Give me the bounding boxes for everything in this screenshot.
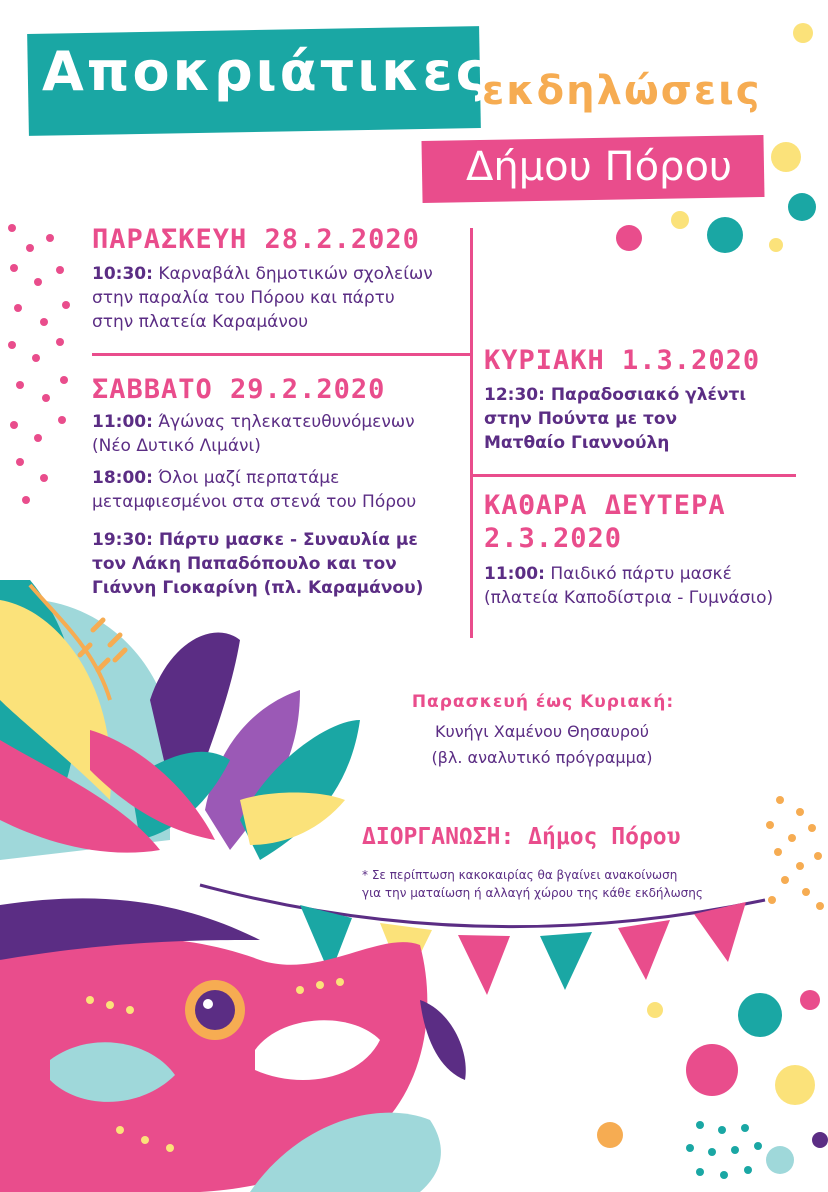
saturday-event-3-line-3: Γιάννη Γιοκαρίνη (πλ. Καραμάνου) [92,578,424,598]
friday-event-1-line-3: στην πλατεία Καραμάνου [92,312,309,332]
weather-note-line-2: για την ματαίωση ή αλλαγή χώρου της κάθε εκδήλωσης [362,886,703,900]
confetti-dots-bottom-right [686,1121,762,1179]
sunday-event-1-line-2: στην Πούντα με τον [484,409,678,429]
divider-vertical [470,228,473,638]
monday-title-line-1: ΚΑΘΑΡΑ ΔΕΥΤΕΡΑ [484,490,726,521]
saturday-event-2-line-2: μεταμφιεσμένοι στα στενά του Πόρου [92,492,417,512]
divider-horizontal-right [472,474,796,477]
municipality-title: Δήμου Πόρου [466,144,733,190]
saturday-event-1-line-2: (Νέο Δυτικό Λιμάνι) [92,436,261,456]
monday-title-line-2: 2.3.2020 [484,523,623,554]
friday-title: ΠΑΡΑΣΚΕΥΗ 28.2.2020 [92,224,420,255]
saturday-event-2 [92,466,416,514]
confetti-blobs-bottom-right [597,990,828,1174]
saturday-event-3-line-1: 19:30: Πάρτυ μασκε - Συναυλία με [92,530,418,550]
saturday-event-3 [92,528,423,600]
treasure-hunt-line-1: Κυνήγι Χαμένου Θησαυρού [434,722,650,741]
treasure-hunt-title: Παρασκευή έως Κυριακή: [411,692,675,712]
saturday-event-2-line-1: Όλοι μαζί περπατάμε [152,468,340,488]
treasure-hunt-line-2: (βλ. αναλυτικό πρόγραμμα) [431,748,653,767]
title-main: Αποκριάτικες [42,40,491,103]
title-sub: εκδηλώσεις [482,68,762,114]
friday-event-1 [92,262,433,334]
saturday-event-3-line-2: τον Λάκη Παπαδόπουλο και τον [92,554,397,574]
monday-event-1 [484,562,773,610]
monday-event-1-line-1: Παιδικό πάρτυ μασκέ [544,564,732,584]
sunday-event-1-line-1: 12:30: Παραδοσιακό γλέντι [484,385,747,405]
sunday-event-1-line-3: Ματθαίο Γιαννούλη [484,433,670,453]
sunday-title: ΚΥΡΙΑΚΗ 1.3.2020 [484,345,761,376]
organizer: ΔΙΟΡΓΑΝΩΣΗ: Δήμος Πόρου [362,824,681,850]
divider-horizontal-left [92,353,472,356]
friday-event-1-line-1: Καρναβάλι δημοτικών σχολείων [152,264,433,284]
friday-event-1-time: 10:30: [92,264,153,284]
saturday-title: ΣΑΒΒΑΤΟ 29.2.2020 [92,374,386,405]
monday-event-1-time: 11:00: [484,564,545,584]
saturday-event-2-time: 18:00: [92,468,153,488]
weather-note-line-1: * Σε περίπτωση κακοκαιρίας θα βγαίνει ανακοίνωση [362,868,678,882]
saturday-event-1-line-1: Άγώνας τηλεκατευθυνόμενων [152,412,415,432]
sunday-event-1 [484,383,746,455]
confetti-dots-left [8,224,70,504]
confetti-dots-right [766,796,824,910]
monday-event-1-line-2: (πλατεία Καποδίστρια - Γυμνάσιο) [484,588,774,608]
friday-event-1-line-2: στην παραλία του Πόρου και πάρτυ [92,288,395,308]
saturday-event-1 [92,410,415,458]
saturday-event-1-time: 11:00: [92,412,153,432]
